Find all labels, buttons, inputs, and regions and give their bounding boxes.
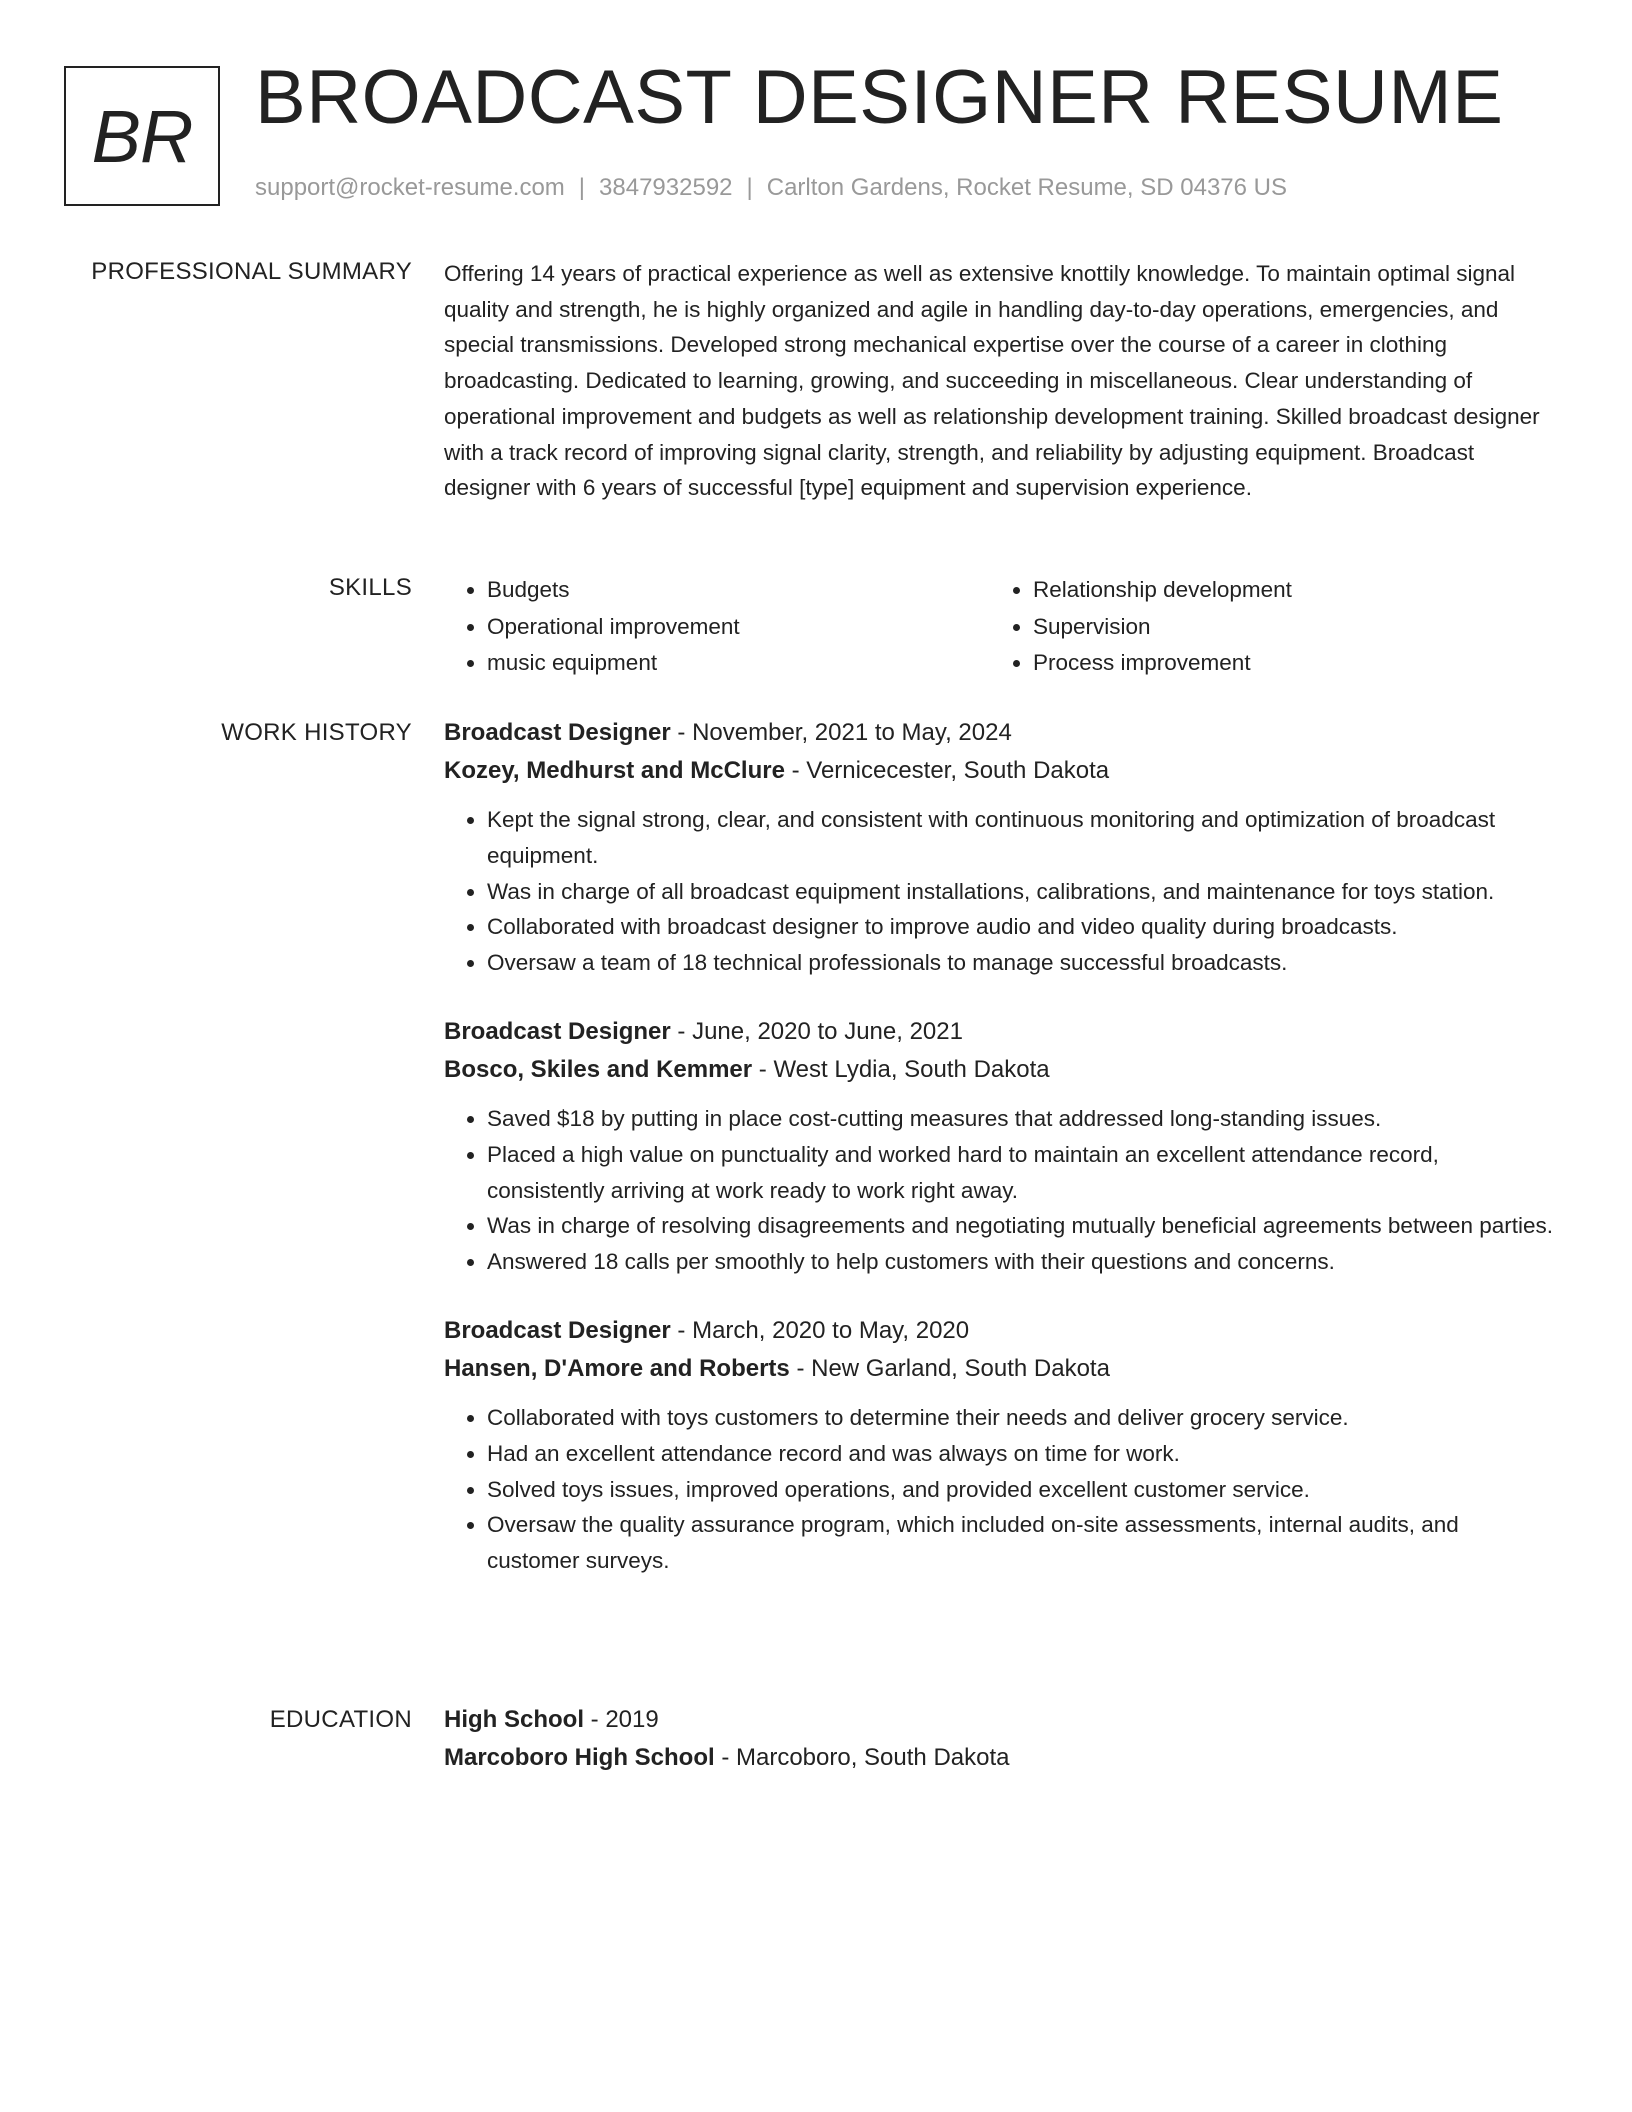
resume-title: BROADCAST DESIGNER RESUME — [255, 55, 1504, 140]
job-location: - West Lydia, South Dakota — [752, 1055, 1050, 1083]
skills-body — [444, 572, 1554, 682]
job-bullet: • Kept the signal strong, clear, and consistent with continuous monitoring and optimization of broadcast equipment. — [487, 802, 1554, 874]
education-year: - 2019 — [584, 1706, 659, 1733]
skills-grid — [444, 572, 1554, 682]
monogram-badge: BR — [64, 66, 220, 206]
job-title: Broadcast Designer — [444, 1017, 671, 1045]
job-bullet: • Was in charge of resolving disagreements and negotiating mutually beneficial agreements between parties. — [487, 1208, 1554, 1244]
job-title: Broadcast Designer — [444, 719, 671, 746]
job-entry — [444, 1312, 1554, 1579]
job-bullet: • Oversaw a team of 18 technical professionals to manage successful broadcasts. — [487, 945, 1554, 981]
job-company: Hansen, D'Amore and Roberts — [444, 1354, 790, 1382]
job-dates: - June, 2020 to June, 2021 — [670, 1017, 963, 1045]
skill-item: • Supervision — [1033, 609, 1536, 646]
skills-heading: SKILLS — [328, 574, 412, 601]
contact-line — [255, 174, 1287, 202]
summary-body — [444, 256, 1554, 506]
skills-list-left — [444, 572, 990, 682]
skill-item: • music equipment — [487, 645, 990, 682]
job-title-line — [444, 714, 1554, 752]
skill-item: • Operational improvement — [487, 609, 990, 646]
job-bullet: • Was in charge of all broadcast equipment installations, calibrations, and maintenance for toys station. — [487, 874, 1554, 910]
education-degree: High School — [444, 1706, 584, 1733]
skill-item: • Process improvement — [1033, 645, 1536, 682]
job-company-line — [444, 1051, 1554, 1089]
job-title: Broadcast Designer — [444, 1316, 671, 1344]
job-company-line — [444, 1350, 1554, 1388]
education-school: Marcoboro High School — [444, 1744, 715, 1771]
education-school-line — [444, 1739, 1554, 1777]
job-bullet: • Oversaw the quality assurance program, which included on-site assessments, internal audits, and customer surveys. — [487, 1507, 1554, 1579]
education-body — [444, 1701, 1554, 1777]
job-bullets — [444, 1101, 1554, 1280]
job-company: Bosco, Skiles and Kemmer — [444, 1055, 753, 1083]
education-degree-line — [444, 1701, 1554, 1739]
contact-separator: | — [746, 174, 753, 201]
education-heading: EDUCATION — [269, 1706, 412, 1733]
skill-item: • Budgets — [487, 572, 990, 609]
job-company-line — [444, 752, 1554, 790]
contact-phone: 3847932592 — [599, 174, 733, 201]
job-title-line — [444, 1013, 1554, 1051]
summary-heading: PROFESSIONAL SUMMARY — [91, 258, 412, 285]
work-body — [444, 714, 1554, 1579]
job-bullet: • Saved $18 by putting in place cost-cutting measures that addressed long-standing issues. — [487, 1101, 1554, 1137]
job-title-line — [444, 1312, 1554, 1350]
job-location: - New Garland, South Dakota — [789, 1354, 1110, 1382]
job-bullet: • Collaborated with broadcast designer to improve audio and video quality during broadcasts. — [487, 909, 1554, 945]
contact-email: support@rocket-resume.com — [255, 174, 565, 201]
work-heading: WORK HISTORY — [221, 719, 412, 746]
job-entry — [444, 714, 1554, 981]
job-dates: - November, 2021 to May, 2024 — [670, 719, 1012, 746]
job-bullet: • Solved toys issues, improved operations, and provided excellent customer service. — [487, 1472, 1554, 1508]
skill-item: • Relationship development — [1033, 572, 1536, 609]
job-location: - Vernicecester, South Dakota — [784, 757, 1110, 784]
contact-address: Carlton Gardens, Rocket Resume, SD 04376 US — [766, 174, 1287, 201]
job-bullet: • Placed a high value on punctuality and worked hard to maintain an excellent attendance record, consistently arriving at work ready to work right away. — [487, 1137, 1554, 1209]
job-bullets — [444, 802, 1554, 981]
job-bullets — [444, 1400, 1554, 1579]
education-location: - Marcoboro, South Dakota — [714, 1744, 1010, 1771]
job-bullet: • Had an excellent attendance record and was always on time for work. — [487, 1436, 1554, 1472]
contact-separator: | — [578, 174, 586, 201]
job-bullet: • Answered 18 calls per smoothly to help customers with their questions and concerns. — [487, 1244, 1554, 1280]
job-dates: - March, 2020 to May, 2020 — [670, 1316, 970, 1344]
summary-text: Offering 14 years of practical experience as well as extensive knottily knowledge. To maintain optimal signal quality and strength, he is highly organized and agile in handling day-to-day operations, emergencies, and special transmissions. Developed strong mechanical expertise over the course of a career in clothing broadcasting. Dedicated to learning, growing, and succeeding in miscellaneous. Clear understanding of operational improvement and budgets as well as relationship development training. Skilled broadcast designer with a track record of improving signal clarity, strength, and reliability by adjusting equipment. Broadcast designer with 6 years of successful [type] equipment and supervision experience. — [444, 261, 1540, 501]
skills-list-right — [990, 572, 1536, 682]
job-company: Kozey, Medhurst and McClure — [444, 757, 785, 784]
job-entry — [444, 1013, 1554, 1280]
job-bullet: • Collaborated with toys customers to determine their needs and deliver grocery service. — [487, 1400, 1554, 1436]
